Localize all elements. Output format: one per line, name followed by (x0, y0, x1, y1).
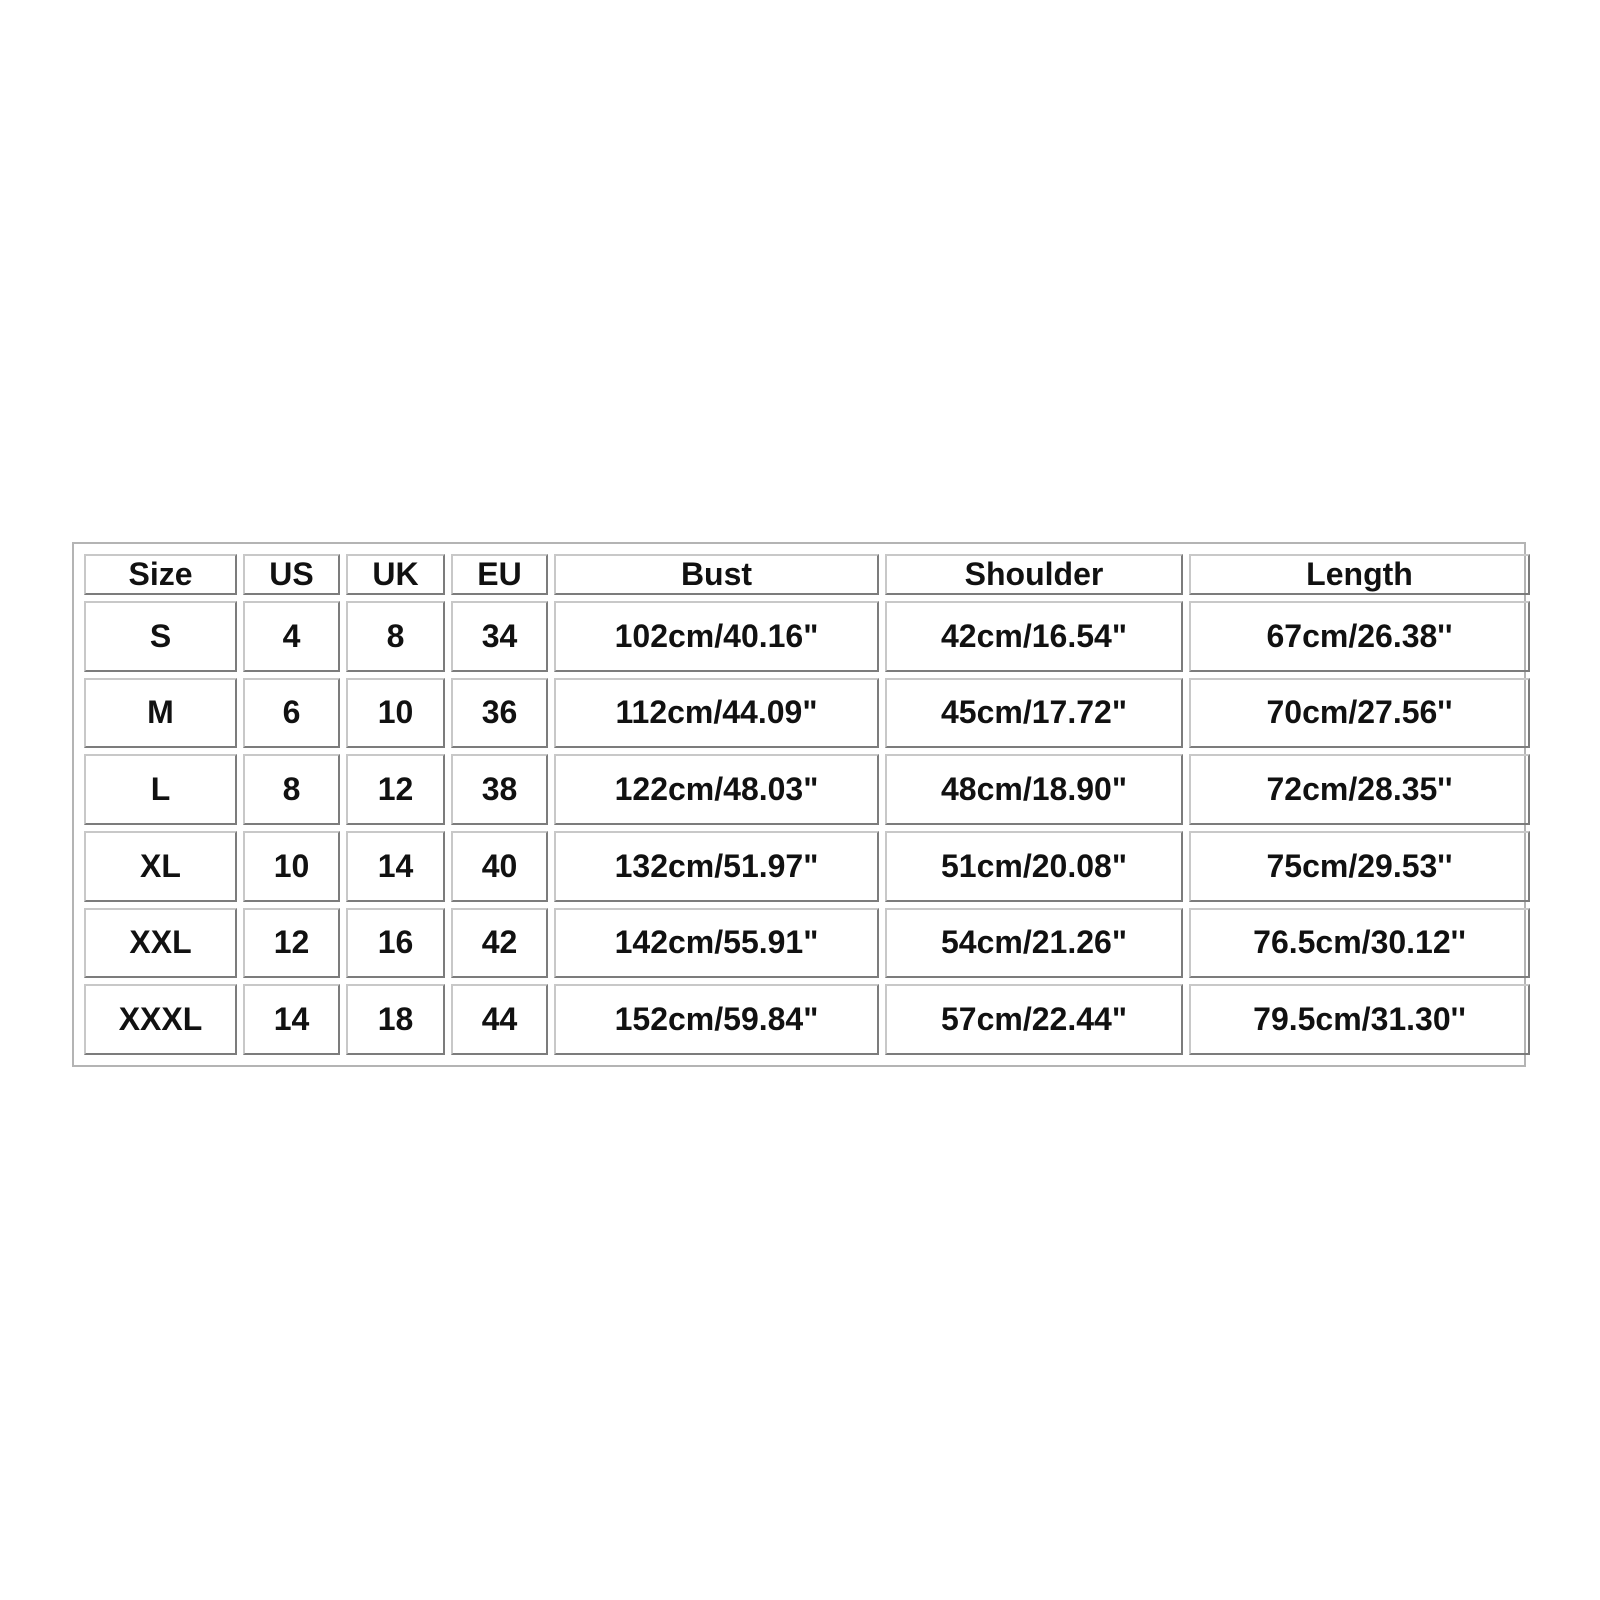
cell-eu: 36 (451, 678, 548, 749)
cell-uk: 14 (346, 831, 445, 902)
cell-us: 14 (243, 984, 340, 1055)
cell-eu: 40 (451, 831, 548, 902)
cell-uk: 16 (346, 908, 445, 979)
cell-size: M (84, 678, 237, 749)
cell-shoulder: 42cm/16.54" (885, 601, 1183, 672)
cell-size: S (84, 601, 237, 672)
cell-us: 8 (243, 754, 340, 825)
cell-shoulder: 48cm/18.90" (885, 754, 1183, 825)
table-row (84, 601, 1530, 672)
cell-length: 75cm/29.53'' (1189, 831, 1530, 902)
table-row (84, 984, 1530, 1055)
table-row (84, 754, 1530, 825)
cell-size: XXXL (84, 984, 237, 1055)
cell-length: 70cm/27.56'' (1189, 678, 1530, 749)
header-us: US (243, 554, 340, 595)
header-bust: Bust (554, 554, 879, 595)
cell-us: 6 (243, 678, 340, 749)
cell-uk: 10 (346, 678, 445, 749)
cell-uk: 18 (346, 984, 445, 1055)
header-uk: UK (346, 554, 445, 595)
table-row (84, 831, 1530, 902)
size-chart-table (78, 548, 1536, 1061)
table-row (84, 678, 1530, 749)
cell-size: XL (84, 831, 237, 902)
header-size: Size (84, 554, 237, 595)
cell-bust: 122cm/48.03" (554, 754, 879, 825)
cell-eu: 34 (451, 601, 548, 672)
size-chart-frame (72, 542, 1526, 1067)
cell-us: 12 (243, 908, 340, 979)
cell-shoulder: 54cm/21.26" (885, 908, 1183, 979)
cell-eu: 44 (451, 984, 548, 1055)
cell-shoulder: 51cm/20.08" (885, 831, 1183, 902)
cell-uk: 12 (346, 754, 445, 825)
cell-bust: 142cm/55.91" (554, 908, 879, 979)
cell-eu: 38 (451, 754, 548, 825)
cell-size: XXL (84, 908, 237, 979)
cell-us: 4 (243, 601, 340, 672)
cell-length: 79.5cm/31.30'' (1189, 984, 1530, 1055)
header-length: Length (1189, 554, 1530, 595)
header-shoulder: Shoulder (885, 554, 1183, 595)
cell-shoulder: 57cm/22.44" (885, 984, 1183, 1055)
cell-length: 67cm/26.38'' (1189, 601, 1530, 672)
cell-bust: 132cm/51.97" (554, 831, 879, 902)
cell-bust: 112cm/44.09" (554, 678, 879, 749)
header-row (84, 554, 1530, 595)
header-eu: EU (451, 554, 548, 595)
cell-length: 72cm/28.35'' (1189, 754, 1530, 825)
cell-shoulder: 45cm/17.72" (885, 678, 1183, 749)
cell-size: L (84, 754, 237, 825)
cell-us: 10 (243, 831, 340, 902)
cell-length: 76.5cm/30.12'' (1189, 908, 1530, 979)
table-row (84, 908, 1530, 979)
cell-eu: 42 (451, 908, 548, 979)
cell-uk: 8 (346, 601, 445, 672)
cell-bust: 152cm/59.84" (554, 984, 879, 1055)
cell-bust: 102cm/40.16" (554, 601, 879, 672)
